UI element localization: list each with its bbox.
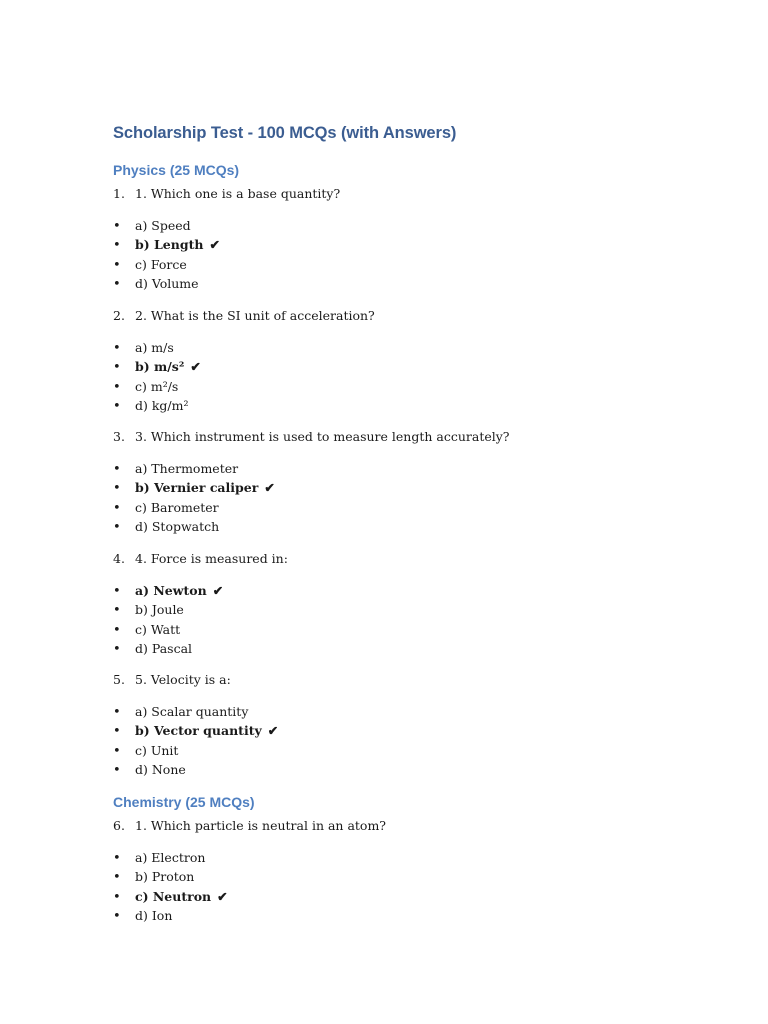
question-text: 2. What is the SI unit of acceleration? [135, 308, 375, 323]
option-text: b) Vernier caliper [135, 480, 259, 496]
bullet-icon: • [113, 743, 121, 759]
question [113, 551, 288, 567]
bullet-icon: • [113, 379, 121, 395]
bullet-icon: • [113, 889, 121, 905]
question-number: 1. [113, 186, 125, 201]
option-item [113, 639, 223, 658]
bullet-icon: • [113, 238, 121, 254]
option-text: d) kg/m² [135, 397, 189, 413]
option-text: a) m/s [135, 340, 174, 355]
question [113, 429, 510, 445]
bullet-icon: • [113, 603, 121, 619]
bullet-icon: • [113, 762, 121, 778]
question [113, 308, 375, 324]
question [113, 672, 231, 688]
option-item-correct [113, 887, 228, 906]
checkmark-icon: ✔ [190, 359, 201, 375]
question-text: 1. Which one is a base quantity? [135, 186, 341, 201]
option-item [113, 396, 201, 415]
bullet-icon: • [113, 462, 121, 477]
option-text: c) Watt [135, 621, 181, 637]
option-list [113, 459, 275, 536]
bullet-icon: • [113, 257, 121, 273]
bullet-icon: • [113, 908, 121, 924]
question-text: 1. Which particle is neutral in an atom? [135, 818, 387, 833]
option-item [113, 498, 275, 517]
option-text: a) Speed [135, 218, 191, 233]
option-item [113, 620, 223, 639]
option-text: a) Newton [135, 583, 207, 598]
question [113, 818, 386, 834]
checkmark-icon: ✔ [212, 583, 224, 598]
option-list [113, 702, 278, 779]
option-text: c) Barometer [135, 499, 219, 515]
option-item [113, 760, 278, 779]
bullet-icon: • [113, 219, 121, 234]
option-text: b) Length [135, 237, 204, 253]
option-text: b) m/s² [135, 359, 185, 375]
option-item-correct [113, 581, 223, 600]
bullet-icon: • [113, 724, 121, 740]
bullet-icon: • [113, 705, 121, 720]
option-item [113, 459, 275, 478]
option-text: b) Vector quantity [135, 723, 262, 739]
option-text: d) None [135, 761, 186, 777]
option-item-correct [113, 235, 220, 254]
option-text: b) Joule [135, 602, 184, 618]
option-item [113, 848, 228, 867]
bullet-icon: • [113, 481, 121, 497]
option-list [113, 848, 228, 925]
option-text: d) Stopwatch [135, 518, 220, 534]
bullet-icon: • [113, 584, 121, 599]
question-text: 4. Force is measured in: [135, 551, 288, 566]
bullet-icon: • [113, 500, 121, 516]
option-item [113, 255, 220, 274]
option-text: a) Thermometer [135, 461, 239, 476]
option-item-correct [113, 478, 275, 497]
bullet-icon: • [113, 276, 121, 292]
option-text: b) Proton [135, 869, 195, 885]
bullet-icon: • [113, 851, 121, 866]
question [113, 186, 340, 202]
section-heading-chemistry: Chemistry (25 MCQs) [113, 794, 255, 810]
option-item [113, 867, 228, 886]
option-item [113, 600, 223, 619]
option-item [113, 741, 278, 760]
option-text: c) Force [135, 256, 187, 272]
option-item [113, 906, 228, 925]
option-item [113, 216, 220, 235]
bullet-icon: • [113, 398, 121, 414]
option-item-correct [113, 721, 278, 740]
bullet-icon: • [113, 870, 121, 886]
question-text: 3. Which instrument is used to measure length accurately? [135, 429, 510, 444]
option-list [113, 216, 220, 293]
question-number: 6. [113, 818, 125, 833]
question-text: 5. Velocity is a: [135, 672, 231, 687]
section-heading-physics: Physics (25 MCQs) [113, 162, 240, 178]
question-number: 3. [113, 429, 125, 444]
bullet-icon: • [113, 622, 121, 638]
question-number: 2. [113, 308, 125, 323]
checkmark-icon: ✔ [267, 723, 279, 739]
option-text: d) Ion [135, 907, 173, 923]
bullet-icon: • [113, 360, 121, 376]
option-item-correct [113, 357, 201, 376]
option-list [113, 338, 201, 415]
option-list [113, 581, 223, 658]
option-text: c) Neutron [135, 888, 212, 904]
option-text: c) Unit [135, 742, 179, 758]
bullet-icon: • [113, 519, 121, 535]
option-item [113, 338, 201, 357]
option-item [113, 377, 201, 396]
option-item [113, 274, 220, 293]
option-text: c) m²/s [135, 378, 179, 394]
option-item [113, 702, 278, 721]
bullet-icon: • [113, 641, 121, 657]
option-text: d) Volume [135, 275, 199, 291]
checkmark-icon: ✔ [217, 888, 228, 904]
document-title: Scholarship Test - 100 MCQs (with Answers) [113, 124, 457, 142]
option-item [113, 517, 275, 536]
bullet-icon: • [113, 341, 121, 356]
checkmark-icon: ✔ [264, 480, 275, 496]
option-text: d) Pascal [135, 640, 193, 656]
question-number: 4. [113, 551, 125, 566]
option-text: a) Electron [135, 850, 206, 865]
option-text: a) Scalar quantity [135, 704, 249, 719]
checkmark-icon: ✔ [209, 237, 220, 253]
question-number: 5. [113, 672, 125, 687]
